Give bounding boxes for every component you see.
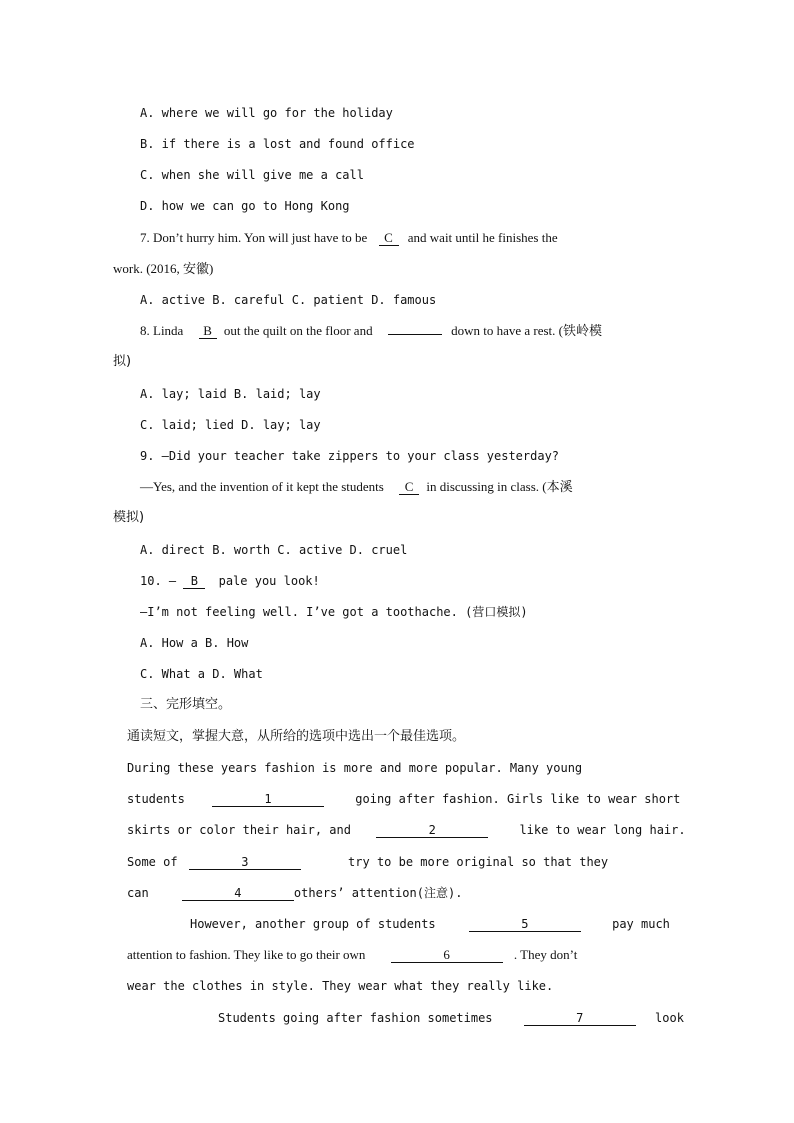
q9-reply-post: in discussing in class. (本溪 — [426, 479, 573, 494]
cloze-blank-7: 7 — [524, 1011, 636, 1026]
q10-question — [140, 573, 320, 589]
q8-stem-mid: out the quilt on the floor and — [223, 323, 373, 338]
q7-answer: C — [379, 231, 399, 246]
q9-answer: C — [399, 480, 419, 495]
passage-line-9 — [218, 1010, 684, 1026]
passage-line-5-a: can — [127, 886, 149, 900]
passage-line-2-b: going after fashion. Girls like to wear short — [355, 792, 681, 806]
q6-option-b: B. if there is a lost and found office — [140, 137, 415, 151]
passage-line-1: During these years fashion is more and more popular. Many young — [127, 761, 583, 775]
passage-line-9-b: look — [655, 1011, 684, 1025]
cloze-blank-3: 3 — [189, 855, 301, 870]
q7-stem — [140, 230, 558, 246]
passage-line-6-b: pay much — [612, 917, 670, 931]
passage-line-3 — [127, 822, 686, 838]
passage-line-7-b: . They don’t — [513, 947, 578, 962]
cloze-blank-1: 1 — [212, 792, 324, 807]
passage-line-7-a: attention to fashion. They like to go their own — [127, 947, 366, 962]
q7-options: A. active B. careful C. patient D. famous — [140, 293, 437, 307]
q8-stem — [140, 323, 602, 339]
q9-question: 9. —Did your teacher take zippers to your class yesterday? — [140, 449, 560, 463]
cloze-blank-5: 5 — [469, 917, 581, 932]
passage-line-6-a: However, another group of students — [190, 917, 436, 931]
cloze-blank-2: 2 — [376, 823, 488, 838]
q7-stem-pre: 7. Don’t hurry him. Yon will just have to be — [140, 230, 368, 245]
q8-options-line2: C. laid; lied D. lay; lay — [140, 418, 321, 432]
passage-line-3-a: skirts or color their hair, and — [127, 823, 351, 837]
q8-stem-post: down to have a rest. (铁岭模 — [451, 323, 603, 338]
passage-line-7 — [127, 947, 577, 963]
q6-option-a: A. where we will go for the holiday — [140, 106, 393, 120]
q8-stem-cont: 拟) — [113, 354, 132, 369]
q7-stem-post: and wait until he finishes the — [407, 230, 558, 245]
q8-stem-pre: 8. Linda — [140, 323, 184, 338]
q7-stem-cont: work. (2016, 安徽) — [113, 261, 214, 276]
passage-line-4 — [127, 854, 608, 870]
passage-line-2 — [127, 791, 680, 807]
passage-line-5-b: others’ attention(注意). — [293, 886, 463, 900]
q10-post: pale you look! — [218, 574, 320, 588]
q6-option-c: C. when she will give me a call — [140, 168, 364, 182]
q9-options: A. direct B. worth C. active D. cruel — [140, 543, 408, 557]
q8-blank — [388, 334, 442, 335]
q10-options-line2: C. What a D. What — [140, 667, 263, 681]
q8-options-line1: A. lay; laid B. laid; lay — [140, 387, 321, 401]
passage-line-4-b: try to be more original so that they — [348, 855, 609, 869]
q9-reply-pre: —Yes, and the invention of it kept the students — [140, 479, 384, 494]
passage-line-5 — [127, 885, 462, 901]
cloze-blank-4: 4 — [182, 886, 294, 901]
q6-option-d: D. how we can go to Hong Kong — [140, 199, 350, 213]
section-instruction: 通读短文，掌握大意，从所给的选项中选出一个最佳选项。 — [127, 729, 466, 744]
section-title: 三、完形填空。 — [140, 697, 232, 712]
q10-pre: 10. — — [140, 574, 177, 588]
passage-line-4-a: Some of — [127, 855, 178, 869]
passage-line-2-a: students — [127, 792, 185, 806]
cloze-blank-6: 6 — [391, 948, 503, 963]
q10-reply: —I’m not feeling well. I’ve got a toothache. (营口模拟) — [140, 605, 528, 619]
q8-answer: B — [199, 324, 217, 339]
passage-line-6 — [190, 916, 670, 932]
passage-line-8: wear the clothes in style. They wear what they really like. — [127, 979, 554, 993]
q9-reply — [140, 479, 573, 495]
passage-line-9-a: Students going after fashion sometimes — [218, 1011, 493, 1025]
passage-line-3-b: like to wear long hair. — [519, 823, 686, 837]
q10-answer: B — [183, 574, 205, 589]
q10-options-line1: A. How a B. How — [140, 636, 249, 650]
q9-reply-cont: 模拟) — [113, 510, 145, 525]
